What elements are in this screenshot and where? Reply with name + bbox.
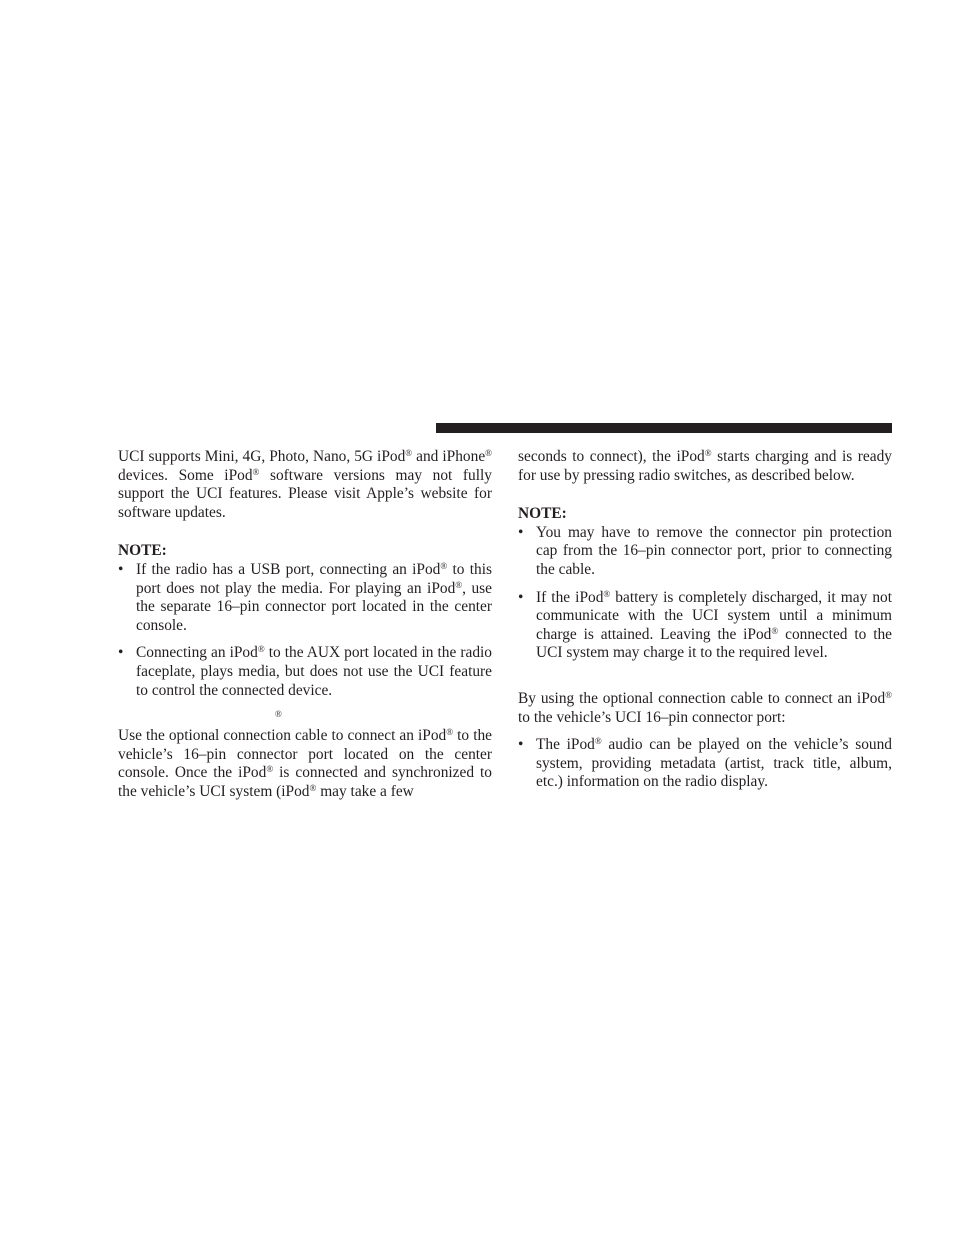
note-bullet-list xyxy=(118,561,492,700)
bullet-icon: • xyxy=(118,560,124,578)
list-item-text: Connecting an iPod® to the AUX port located in the radio faceplate, plays media, but does not use the UCI feature to control the connected device. xyxy=(136,644,492,699)
registered-mark: ® xyxy=(309,782,317,793)
bullet-icon: • xyxy=(118,644,124,662)
note-label: NOTE: xyxy=(118,542,167,560)
list-item-text: If the iPod® battery is completely discharged, it may not communicate with the UCI system until a minimum charge is attained. Leaving the iPod® connected to the UCI system may charge it to the required level. xyxy=(536,588,893,662)
section-heading-mark xyxy=(118,709,492,727)
registered-mark: ® xyxy=(771,625,779,636)
registered-mark: ® xyxy=(455,579,463,590)
registered-mark: ® xyxy=(446,727,454,738)
usage-bullet-list xyxy=(518,736,892,792)
left-column xyxy=(118,448,492,802)
registered-mark: ® xyxy=(485,448,492,458)
section-rule xyxy=(436,423,892,433)
list-item xyxy=(518,589,892,663)
registered-mark: ® xyxy=(275,709,282,720)
registered-mark: ® xyxy=(257,644,265,655)
bullet-icon: • xyxy=(518,588,524,606)
note-bullet-list xyxy=(518,524,892,663)
list-item-text: The iPod® audio can be played on the vehicle’s sound system, providing metadata (artist, track title, album, etc.) information on the radio display. xyxy=(536,736,892,791)
registered-mark: ® xyxy=(594,736,602,747)
list-item xyxy=(118,561,492,635)
list-item-text: You may have to remove the connector pin protection cap from the 16–pin connector port, prior to connecting the cable. xyxy=(536,523,892,578)
intro-paragraph: UCI supports Mini, 4G, Photo, Nano, 5G iPod® and iPhone® devices. Some iPod® software versions may not fully support the UCI features. Please visit Apple’s website for software updates. xyxy=(118,448,492,521)
bullet-icon: • xyxy=(518,523,524,541)
list-item xyxy=(118,644,492,700)
right-column xyxy=(518,448,892,792)
registered-mark: ® xyxy=(266,764,274,775)
list-item xyxy=(518,524,892,580)
continued-paragraph: seconds to connect), the iPod® starts charging and is ready for use by pressing radio switches, as described below. xyxy=(518,448,892,484)
usage-intro-paragraph: By using the optional connection cable to connect an iPod® to the vehicle’s UCI 16–pin connector port: xyxy=(518,689,892,726)
note-label: NOTE: xyxy=(518,505,567,523)
bullet-icon: • xyxy=(518,736,524,754)
registered-mark: ® xyxy=(405,448,413,458)
list-item xyxy=(518,736,892,792)
registered-mark: ® xyxy=(440,560,448,571)
registered-mark: ® xyxy=(885,689,892,700)
list-item-text: If the radio has a USB port, connecting an iPod® to this port does not play the media. For playing an iPod®, use the separate 16–pin connector port located in the center console. xyxy=(136,560,492,634)
registered-mark: ® xyxy=(603,588,611,599)
registered-mark: ® xyxy=(704,448,712,458)
body-paragraph: Use the optional connection cable to connect an iPod® to the vehicle’s 16–pin connector port located on the center console. Once the iPod® is connected and synchronized to the vehicle’s UCI system (iPod® may take a few xyxy=(118,727,492,800)
registered-mark: ® xyxy=(252,466,260,477)
